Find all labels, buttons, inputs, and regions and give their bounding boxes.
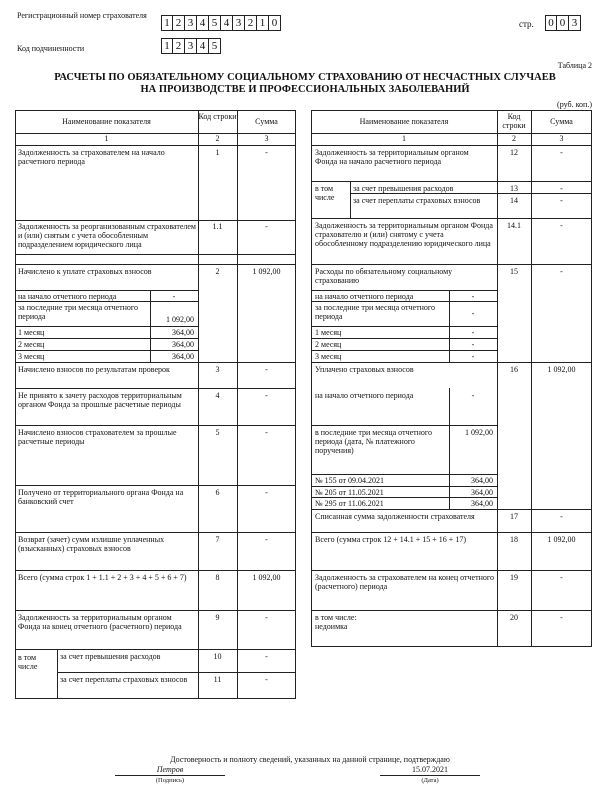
- row-5-sum[interactable]: -: [265, 428, 268, 437]
- row-7-code: 7: [215, 535, 220, 544]
- row-9-sum[interactable]: -: [265, 613, 268, 622]
- row-15-last3-label: за последние три месяца отчетного периода: [315, 303, 435, 322]
- row-15-last3-value[interactable]: -: [471, 309, 475, 318]
- reg-digit[interactable]: 3: [185, 15, 197, 31]
- row-1-sum[interactable]: -: [265, 148, 268, 157]
- row-4-code: 4: [215, 391, 220, 400]
- left-col-sum-header: Сумма: [255, 117, 278, 126]
- row-2-code: 2: [215, 267, 220, 276]
- row-8-sum[interactable]: 1 092,00: [252, 573, 281, 582]
- page-digit[interactable]: 0: [557, 15, 569, 31]
- row-16-last3-label: в последние три месяца отчетного периода (дата, № платежного поручения): [315, 428, 433, 456]
- row-16-start-value[interactable]: -: [471, 391, 475, 400]
- row-12-label: Задолженность за территориальным органом Фонда на начало расчетного периода: [315, 148, 469, 167]
- row-15-month1-label: 1 месяц: [315, 328, 342, 337]
- confirmation-text: Достоверность и полноту сведений, указанных на данной странице, подтверждаю: [170, 755, 450, 764]
- left-col-num-3: 3: [264, 134, 269, 143]
- row-15-month2-value[interactable]: -: [471, 340, 475, 349]
- row-3-label: Начислено взносов по результатам проверок: [18, 365, 170, 374]
- row-6-code: 6: [215, 488, 220, 497]
- right-col-num-3: 3: [559, 134, 564, 143]
- table-number: Таблица 2: [557, 61, 592, 70]
- row-2-start-value[interactable]: -: [172, 292, 176, 301]
- row-1-code: 1: [215, 148, 220, 157]
- page-title-line1: РАСЧЕТЫ ПО ОБЯЗАТЕЛЬНОМУ СОЦИАЛЬНОМУ СТРАХОВАНИЮ ОТ НЕСЧАСТНЫХ СЛУЧАЕВ: [54, 72, 556, 83]
- right-col-num-1: 1: [402, 134, 406, 143]
- reg-number-cells: [161, 15, 281, 31]
- row-17-label: Списанная сумма задолженности страхователя: [315, 512, 475, 521]
- left-incl-label: в том числе: [18, 653, 38, 672]
- row-8-label: Всего (сумма строк 1 + 1.1 + 2 + 3 + 4 + 5 + 6 + 7): [18, 573, 187, 582]
- signature-value[interactable]: Петров: [156, 765, 184, 774]
- date-line: [380, 775, 480, 776]
- row-2-last3-label: за последние три месяца отчетного периода: [18, 303, 138, 322]
- subordination-cells: [161, 38, 221, 54]
- row-18-sum[interactable]: 1 092,00: [547, 535, 576, 544]
- row-10-code: 10: [213, 652, 222, 661]
- row-8-code: 8: [215, 573, 220, 582]
- right-col-code-header: Код строки: [502, 112, 526, 131]
- row-16-payment2-label: № 205 от 11.05.2021: [315, 488, 384, 497]
- row-1-label: Задолженность за страхователем на начало расчетного периода: [18, 148, 165, 167]
- reg-digit[interactable]: 2: [173, 15, 185, 31]
- row-14-1-label: Задолженность за территориальным органом Фонда страхователю и (или) снятому с учета обособленному подразделению юридического лица: [315, 221, 493, 249]
- reg-digit[interactable]: 0: [269, 15, 281, 31]
- row-2-month2-value[interactable]: 364,00: [172, 340, 194, 349]
- row-15-month2-label: 2 месяц: [315, 340, 342, 349]
- row-10-label: за счет превышения расходов: [60, 652, 161, 661]
- units-label: (руб. коп.): [557, 100, 592, 109]
- row-7-label: Возврат (зачет) сумм излишне уплаченных (взысканных) страховых взносов: [18, 535, 165, 554]
- row-11-code: 11: [213, 675, 222, 684]
- reg-digit[interactable]: 1: [257, 15, 269, 31]
- left-col-num-2: 2: [215, 134, 220, 143]
- row-4-sum[interactable]: -: [265, 391, 268, 400]
- row-14-label: за счет переплаты страховых взносов: [353, 196, 481, 205]
- reg-digit[interactable]: 4: [221, 15, 233, 31]
- row-5-code: 5: [215, 428, 220, 437]
- sub-digit[interactable]: 3: [185, 38, 197, 54]
- row-4-label: Не принято к зачету расходов территориальным органом Фонда за прошлые расчетные периоды: [18, 391, 182, 410]
- row-17-sum[interactable]: -: [560, 512, 563, 521]
- signature-line: [115, 775, 225, 776]
- row-2-month1-value[interactable]: 364,00: [172, 328, 194, 337]
- row-11-label: за счет переплаты страховых взносов: [60, 675, 188, 684]
- row-9-code: 9: [215, 613, 220, 622]
- row-5-label: Начислено взносов страхователем за прошлые расчетные периоды: [18, 428, 177, 447]
- row-2-month1-label: 1 месяц: [18, 328, 45, 337]
- row-6-label: Получено от территориального органа Фонда на банковский счет: [18, 488, 184, 507]
- row-6-sum[interactable]: -: [265, 488, 268, 497]
- row-15-month1-value[interactable]: -: [471, 328, 475, 337]
- row-2-month2-label: 2 месяц: [18, 340, 45, 349]
- row-2-start-label: на начало отчетного периода: [18, 292, 117, 301]
- row-13-sum[interactable]: -: [560, 184, 563, 193]
- right-col-name-header: Наименование показателя: [359, 117, 449, 126]
- row-2-last3-value[interactable]: 1 092,00: [166, 315, 194, 324]
- sub-digit[interactable]: 4: [197, 38, 209, 54]
- row-20-label: в том числе: недоимка: [315, 613, 357, 632]
- row-1-1-label: Задолженность за реорганизованным страхователем и (или) снятым с учета обособленным подразделением юридического лица: [18, 222, 196, 250]
- reg-number-label: Регистрационный номер страхователя: [17, 11, 147, 20]
- reg-digit[interactable]: 5: [209, 15, 221, 31]
- signature-caption: (Подпись): [155, 777, 185, 784]
- page-digit[interactable]: 0: [545, 15, 557, 31]
- row-14-code: 14: [510, 196, 518, 205]
- sub-digit[interactable]: 2: [173, 38, 185, 54]
- row-19-code: 19: [510, 573, 518, 582]
- page-digit[interactable]: 3: [569, 15, 581, 31]
- row-20-sum[interactable]: -: [560, 613, 563, 622]
- left-col-num-1: 1: [104, 134, 109, 143]
- left-col-code-header: Код строки: [198, 112, 237, 121]
- row-14-1-sum[interactable]: -: [560, 221, 563, 230]
- row-2-label: Начислено к уплате страховых взносов: [18, 267, 152, 276]
- date-value[interactable]: 15.07.2021: [412, 765, 448, 774]
- row-19-label: Задолженность за страхователем на конец отчетного (расчетного) периода: [315, 573, 494, 592]
- row-20-code: 20: [510, 613, 518, 622]
- row-2-sum[interactable]: 1 092,00: [252, 267, 281, 276]
- row-16-payment1-value[interactable]: 364,00: [471, 476, 493, 485]
- right-incl-label: в том числе: [315, 184, 335, 203]
- row-2-month3-label: 3 месяц: [18, 352, 45, 361]
- right-col-num-2: 2: [512, 134, 516, 143]
- row-3-sum[interactable]: -: [265, 365, 268, 374]
- row-16-payment3-value[interactable]: 364,00: [471, 499, 493, 508]
- row-11-sum[interactable]: -: [265, 675, 268, 684]
- page-title-line2: НА ПРОИЗВОДСТВЕ И ПРОФЕССИОНАЛЬНЫХ ЗАБОЛЕВАНИЙ: [140, 84, 470, 95]
- row-13-code: 13: [510, 184, 518, 193]
- subordination-label: Код подчиненности: [17, 44, 85, 53]
- row-16-payment3-label: № 295 от 11.06.2021: [315, 499, 384, 508]
- row-1-1-code: 1.1: [212, 222, 223, 231]
- row-15-month3-value[interactable]: -: [471, 352, 475, 361]
- row-2-month3-value[interactable]: 364,00: [172, 352, 194, 361]
- row-15-start-label: на начало отчетного периода: [315, 292, 414, 301]
- reg-digit[interactable]: 1: [161, 15, 173, 31]
- row-15-start-value[interactable]: -: [471, 292, 475, 301]
- right-col-sum-header: Сумма: [550, 117, 573, 126]
- left-col-name-header: Наименование показателя: [62, 117, 151, 126]
- row-16-code: 16: [510, 365, 518, 374]
- row-16-payment1-label: № 155 от 09.04.2021: [315, 476, 385, 485]
- row-3-code: 3: [215, 365, 220, 374]
- row-18-label: Всего (сумма строк 12 + 14.1 + 15 + 16 + 17): [315, 535, 466, 544]
- row-15-month3-label: 3 месяц: [315, 352, 342, 361]
- row-12-code: 12: [510, 148, 518, 157]
- row-1-1-sum[interactable]: -: [265, 222, 268, 231]
- row-15-label: Расходы по обязательному социальному страхованию: [315, 267, 453, 286]
- row-19-sum[interactable]: -: [560, 573, 563, 582]
- page-label: стр.: [519, 19, 534, 29]
- row-15-sum[interactable]: -: [560, 267, 563, 276]
- row-15-code: 15: [510, 267, 518, 276]
- sub-digit[interactable]: 5: [209, 38, 221, 54]
- date-caption: (Дата): [421, 777, 439, 784]
- row-16-sum[interactable]: 1 092,00: [547, 365, 576, 374]
- row-16-label: Уплачено страховых взносов: [315, 365, 414, 374]
- row-12-sum[interactable]: -: [560, 148, 563, 157]
- row-16-last3-value[interactable]: 1 092,00: [465, 428, 493, 437]
- reg-digit[interactable]: 2: [245, 15, 257, 31]
- row-13-label: за счет превышения расходов: [353, 184, 454, 193]
- row-16-start-label: на начало отчетного периода: [315, 391, 414, 400]
- row-16-payment2-value[interactable]: 364,00: [471, 488, 493, 497]
- page-number-cells: [545, 15, 581, 31]
- row-10-sum[interactable]: -: [265, 652, 268, 661]
- row-7-sum[interactable]: -: [265, 535, 268, 544]
- row-14-1-code: 14.1: [507, 221, 521, 230]
- row-17-code: 17: [510, 512, 518, 521]
- reg-digit[interactable]: 4: [197, 15, 209, 31]
- row-18-code: 18: [510, 535, 518, 544]
- sub-digit[interactable]: 1: [161, 38, 173, 54]
- row-9-label: Задолженность за территориальным органом Фонда на конец отчетного (расчетного) периода: [18, 613, 182, 632]
- reg-digit[interactable]: 3: [233, 15, 245, 31]
- row-14-sum[interactable]: -: [560, 196, 563, 205]
